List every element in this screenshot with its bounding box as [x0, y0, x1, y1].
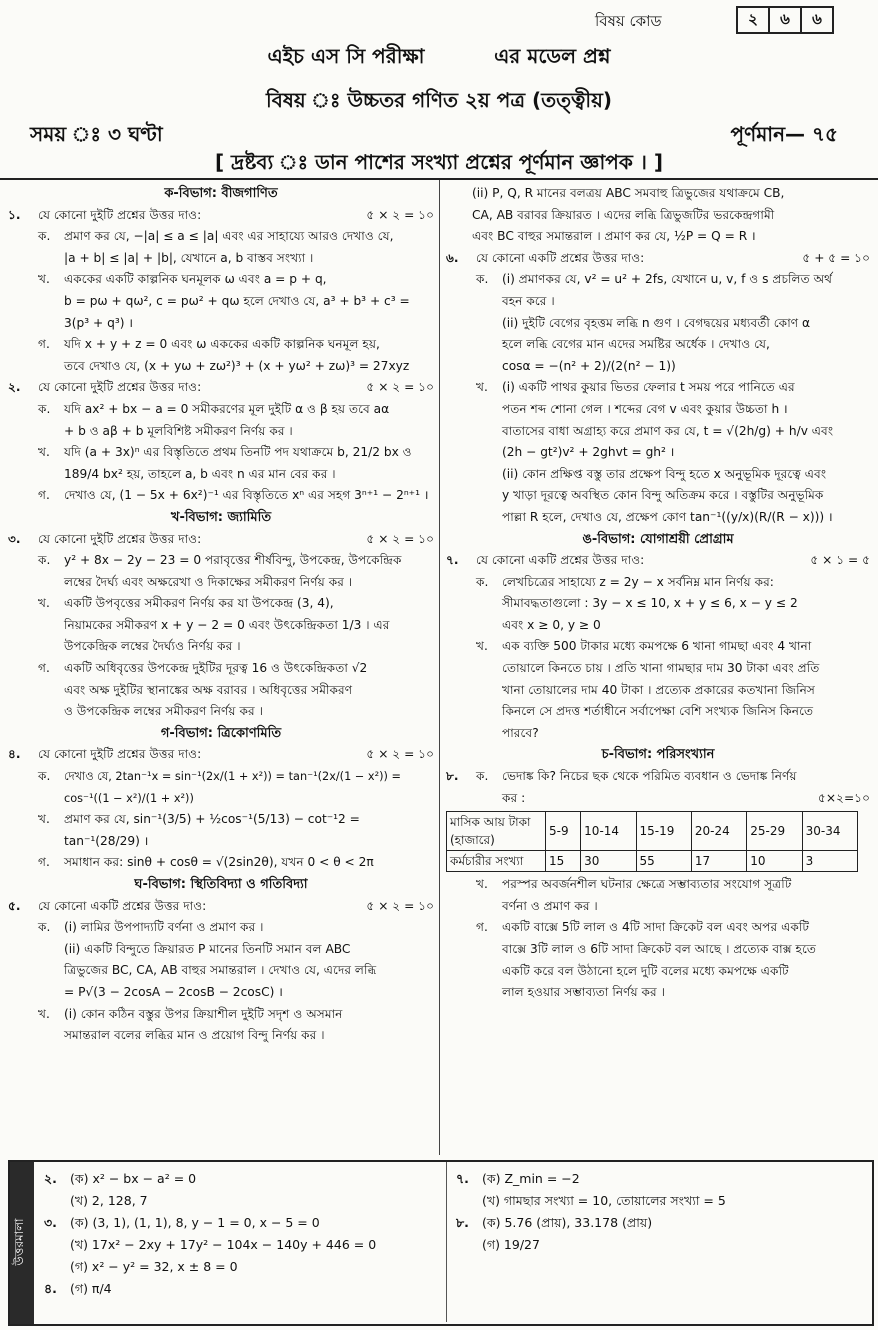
- question-text: এবং অক্ষ দুইটির স্থানাঙ্কের অক্ষ বরাবর । অধিবৃত্তের সমীকরণ: [64, 682, 353, 697]
- question-8: [446, 766, 870, 809]
- question-text: বাতাসের বাধা অগ্রাহ্য করে প্রমাণ কর যে, t = √(2h/g) + h/v এবং: [502, 423, 834, 438]
- section-heading: চ-বিভাগ: পরিসংখ্যান: [601, 747, 715, 763]
- question-text: ত্রিভুজের BC, CA, AB বাহুর সমান্তরাল । দেখাও যে, এদের লব্ধি: [64, 963, 377, 978]
- question-number: ৬.: [446, 250, 459, 265]
- question-text: একটি উপবৃত্তের সমীকরণ নির্ণয় কর যা উপকেন্দ্র (3, 4),: [64, 596, 334, 611]
- table-cell: 10: [747, 851, 802, 872]
- table-cell: 3: [802, 851, 857, 872]
- question-2: [8, 377, 434, 507]
- subject-title: বিষয় ঃ উচ্চতর গণিত ২য় পত্র (তত্ত্বীয়): [265, 88, 613, 112]
- answer-key-label: উত্তরমালা: [12, 1218, 26, 1266]
- question-instruction: যে কোনো দুইটি প্রশ্নের উত্তর দাও:: [38, 531, 202, 546]
- column-divider: [439, 180, 440, 1155]
- question-text: (ii) দুইটি বেগের বৃহত্তম লব্ধি n গুণ । বেগদ্বয়ের মধ্যবর্তী কোণ α: [502, 315, 811, 330]
- question-text: (i) লামির উপপাদ্যটি বর্ণনা ও প্রমাণ কর ।: [64, 920, 264, 935]
- table-cell: 15: [546, 851, 581, 872]
- answer-text: (গ) π/4: [70, 1281, 112, 1296]
- question-marks: ৫ × ২ = ১০: [366, 531, 434, 546]
- part-label: গ.: [38, 337, 50, 352]
- part-label: ক.: [38, 401, 51, 416]
- question-text: খানা তোয়ালের দাম 40 টাকা । প্রত্যেক প্রকারের কতখানা জিনিস: [502, 682, 815, 697]
- answer-text: (খ) 17x² − 2xy + 17y² − 104x − 140y + 446 = 0: [70, 1237, 377, 1252]
- section-heading: ক-বিভাগ: বীজগাণিত: [164, 186, 278, 201]
- question-text: নিয়ামকের সমীকরণ x + y − 2 = 0 এবং উৎকেন্দ্রিকতা 1/3 । এর: [64, 617, 390, 632]
- question-text: CA, AB বরাবর ক্রিয়ারত । এদের লব্ধি ত্রিভুজটির ভরকেন্দ্রগামী: [472, 207, 775, 222]
- table-row: [447, 851, 858, 872]
- question-text: যদি ax² + bx − a = 0 সমীকরণের মূল দুইটি α ও β হয় তবে aα: [64, 401, 390, 416]
- part-label: খ.: [476, 639, 488, 654]
- subject-code-label: বিষয় কোড: [595, 12, 662, 30]
- question-instruction: যে কোনো একটি প্রশ্নের উত্তর দাও:: [476, 553, 645, 568]
- answer-text: (ক) Z_min = −2: [482, 1171, 580, 1186]
- answer-number: ৭.: [456, 1171, 469, 1186]
- code-digit: ৬: [800, 6, 834, 34]
- part-label: ক.: [38, 920, 51, 935]
- question-text: y খাড়া দূরত্বে অবস্থিত কোন বিন্দু অতিক্রম করে । বস্তুটির অনুভূমিক: [502, 488, 824, 503]
- part-label: খ.: [38, 445, 50, 460]
- question-text: পারবে?: [502, 725, 539, 740]
- question-number: ৫.: [8, 898, 21, 913]
- answer-text: (খ) 2, 128, 7: [70, 1193, 148, 1208]
- question-text: বর্ণনা ও প্রমাণ কর ।: [502, 898, 598, 913]
- answer-number: ৪.: [44, 1281, 57, 1296]
- question-text: সমাধান কর: sinθ + cosθ = √(2sin2θ), যখন 0 < θ < 2π: [64, 855, 374, 870]
- question-marks: ৫ × ১ = ৫: [810, 553, 870, 568]
- question-text: লম্বের দৈর্ঘ্য এবং অক্ষরেখা ও দিকাক্ষের সমীকরণ নির্ণয় কর ।: [64, 574, 353, 589]
- question-text: পরস্পর অবর্জনশীল ঘটনার ক্ষেত্রে সম্ভাব্যতার সংযোগ সূত্রটি: [502, 877, 792, 892]
- question-marks: ৫ + ৫ = ১০: [802, 250, 870, 265]
- question-text: প্রমাণ কর যে, −|a| ≤ a ≤ |a| এবং এর সাহায্যে আরও দেখাও যে,: [64, 229, 394, 244]
- question-6: [446, 248, 870, 529]
- question-text: ও উপকেন্দ্রিক লম্বের সমীকরণ নির্ণয় কর ।: [64, 704, 263, 719]
- question-text: এককের একটি কাল্পনিক ঘনমূলক ω এবং a = p + q,: [64, 272, 327, 287]
- frequency-table: [446, 811, 858, 872]
- question-4: [8, 744, 434, 874]
- question-text: সমান্তরাল বলের লব্ধির মান ও প্রয়োগ বিন্দু নির্ণয় কর ।: [64, 1028, 325, 1043]
- table-cell: 30: [581, 851, 636, 872]
- question-text: (i) কোন কঠিন বস্তুর উপর ক্রিয়াশীল দুইটি সদৃশ ও অসমান: [64, 1006, 343, 1021]
- question-text: এক ব্যক্তি 500 টাকার মধ্যে কমপক্ষে 6 খানা গামছা এবং 4 খানা: [502, 639, 812, 654]
- question-text: দেখাও যে, (1 − 5x + 6x²)⁻¹ এর বিস্তৃতিতে xⁿ এর সহগ 3ⁿ⁺¹ − 2ⁿ⁺¹ ।: [64, 488, 429, 503]
- part-label: গ.: [38, 855, 50, 870]
- part-label: ক.: [38, 769, 51, 784]
- answer-text: (ক) (3, 1), (1, 1), 8, y − 1 = 0, x − 5 = 0: [70, 1215, 320, 1230]
- question-instruction: যে কোনো দুইটি প্রশ্নের উত্তর দাও:: [38, 380, 202, 395]
- question-3: [8, 529, 434, 723]
- table-cell: 30-34: [802, 812, 857, 851]
- section-heading: ঘ-বিভাগ: স্থিতিবিদ্যা ও গতিবিদ্যা: [134, 877, 308, 892]
- answer-key-box: [8, 1160, 874, 1326]
- part-label: ক.: [476, 574, 489, 589]
- part-label: ক.: [476, 272, 489, 287]
- right-column: [446, 183, 870, 1004]
- question-text: যদি (a + 3x)ⁿ এর বিস্তৃতিতে প্রথম তিনটি পদ যথাক্রমে b, 21/2 bx ও: [64, 445, 412, 460]
- table-row-header: মাসিক আয় টাকা (হাজারে): [447, 812, 546, 851]
- table-cell: 10-14: [581, 812, 636, 851]
- answer-divider: [446, 1162, 447, 1322]
- part-label: গ.: [38, 661, 50, 676]
- question-text: এবং BC বাহুর সমান্তরাল । প্রমাণ কর যে, ½P = Q = R ।: [472, 229, 756, 244]
- full-marks-label: পূর্ণমান— ৭৫: [730, 122, 838, 146]
- part-label: ক.: [476, 769, 489, 784]
- code-digit: ২: [736, 6, 770, 34]
- question-text: (ii) কোন প্রক্ষিপ্ত বস্তু তার প্রক্ষেপ বিন্দু হতে x অনুভূমিক দূরত্বে এবং: [502, 466, 827, 481]
- question-marks: ৫×২=১০: [817, 790, 870, 805]
- question-instruction: যে কোনো একটি প্রশ্নের উত্তর দাও:: [476, 250, 645, 265]
- question-text: (ii) একটি বিন্দুতে ক্রিয়ারত P মানের তিনটি সমান বল ABC: [64, 941, 351, 956]
- question-text: = P√(3 − 2cosA − 2cosB − 2cosC) ।: [64, 984, 283, 999]
- instruction-note: [ দ্রষ্টব্য ঃ ডান পাশের সংখ্যা প্রশ্নের পূর্ণমান জ্ঞাপক । ]: [214, 150, 664, 174]
- table-cell: 5-9: [546, 812, 581, 851]
- answer-text: (ক) 5.76 (প্রায়), 33.178 (প্রায়): [482, 1215, 653, 1230]
- part-label: ক.: [38, 553, 51, 568]
- question-instruction: যে কোনো দুইটি প্রশ্নের উত্তর দাও:: [38, 207, 202, 222]
- part-label: খ.: [38, 272, 50, 287]
- answer-key-sidebar: [10, 1162, 34, 1324]
- question-text: ভেদাঙ্ক কি? নিচের ছক থেকে পরিমিত ব্যবধান ও ভেদাঙ্ক নির্ণয়: [502, 769, 797, 784]
- question-marks: ৫ × ২ = ১০: [366, 207, 434, 222]
- question-text: (ii) P, Q, R মানের বলত্রয় ABC সমবাহু ত্রিভুজের যথাক্রমে CB,: [472, 186, 785, 200]
- answer-number: ৮.: [456, 1215, 469, 1230]
- question-text: কিনলে সে প্রদত্ত শর্তাধীনে সর্বাপেক্ষা বেশি সংখ্যক জিনিস কিনতে: [502, 704, 814, 719]
- question-text: (i) প্রমাণকর যে, v² = u² + 2fs, যেখানে u, v, f ও s প্রচলিত অর্থ: [502, 272, 833, 287]
- left-column: [8, 183, 434, 1047]
- question-number: ১.: [8, 207, 21, 222]
- question-marks: ৫ × ২ = ১০: [366, 898, 434, 913]
- part-label: খ.: [38, 812, 50, 827]
- code-digit: ৬: [768, 6, 802, 34]
- question-text: তোয়ালে কিনতে চায় । প্রতি খানা গামছার দাম 30 টাকা এবং প্রতি: [502, 661, 820, 676]
- question-text: পতন শব্দ শোনা গেল । শব্দের বেগ v এবং কুয়ার উচ্চতা h ।: [502, 401, 788, 416]
- section-heading: ঙ-বিভাগ: যোগাশ্রয়ী প্রোগ্রাম: [582, 531, 734, 547]
- question-text: b = pω + qω², c = pω² + qω হলে দেখাও যে, a³ + b³ + c³ = 3(p³ + q³) ।: [64, 293, 410, 330]
- answer-number: ৩.: [44, 1215, 57, 1230]
- question-5: [8, 896, 434, 1047]
- question-text: (2h − gt²)v² + 2ghvt = gh² ।: [502, 445, 675, 460]
- table-cell: 55: [636, 851, 691, 872]
- answer-column-left: [44, 1168, 440, 1300]
- question-number: ৭.: [446, 553, 459, 568]
- question-text: |a + b| ≤ |a| + |b|, যেখানে a, b বাস্তব সংখ্যা ।: [64, 250, 314, 265]
- question-text: দেখাও যে, 2tan⁻¹x = sin⁻¹(2x/(1 + x²)) = tan⁻¹(2x/(1 − x²)) = cos⁻¹((1 − x²)/(1 + x²)): [64, 770, 402, 805]
- question-text: y² + 8x − 2y − 23 = 0 পরাবৃত্তের শীর্ষবিন্দু, উপকেন্দ্র, উপকেন্দ্রিক: [64, 553, 402, 568]
- part-label: খ.: [38, 596, 50, 611]
- time-label: সময় ঃ ৩ ঘণ্টা: [30, 122, 163, 146]
- answer-text: (গ) 19/27: [482, 1237, 540, 1252]
- answer-text: (ক) x² − bx − a² = 0: [70, 1171, 197, 1186]
- question-text: উপকেন্দ্রিক লম্বের দৈর্ঘ্যও নির্ণয় কর ।: [64, 639, 241, 654]
- question-7: [446, 550, 870, 744]
- question-text: লাল হওয়ার সম্ভাব্যতা নির্ণয় কর ।: [502, 985, 665, 1000]
- question-text: এবং x ≥ 0, y ≥ 0: [502, 617, 601, 632]
- question-text: একটি বাক্সে 5টি লাল ও 4টি সাদা ক্রিকেট বল এবং অপর একটি: [502, 920, 810, 935]
- question-text: cosα = −(n² + 2)/(2(n² − 1)): [502, 358, 676, 373]
- question-marks: ৫ × ২ = ১০: [366, 747, 434, 762]
- table-cell: 20-24: [691, 812, 746, 851]
- question-text: (i) একটি পাথর কুয়ার ভিতর ফেলার t সময় পরে পানিতে এর: [502, 380, 795, 395]
- answer-text: (গ) x² − y² = 32, x ± 8 = 0: [70, 1259, 238, 1274]
- question-8-rest: [446, 874, 870, 1004]
- question-text: কর :: [502, 790, 526, 805]
- question-number: ৮.: [446, 769, 459, 784]
- subject-code-boxes: [738, 6, 834, 34]
- question-text: বহন করে ।: [502, 293, 555, 308]
- question-text: একটি অধিবৃত্তের উপকেন্দ্র দুইটির দূরত্ব 16 ও উৎকেন্দ্রিকতা √2: [64, 661, 368, 676]
- part-label: গ.: [38, 488, 50, 503]
- section-heading: খ-বিভাগ: জ্যামিতি: [170, 509, 272, 525]
- part-label: ক.: [38, 229, 51, 244]
- question-text: একটি করে বল উঠানো হলে দুটি বলের মধ্যে কমপক্ষে একটি: [502, 963, 789, 978]
- question-1: [8, 205, 434, 378]
- question-instruction: যে কোনো দুইটি প্রশ্নের উত্তর দাও:: [38, 747, 202, 762]
- table-row-header: কর্মচারীর সংখ্যা: [447, 851, 546, 872]
- part-label: খ.: [38, 1006, 50, 1021]
- question-number: ৩.: [8, 531, 21, 546]
- question-text: সীমাবদ্ধতাগুলো : 3y − x ≤ 10, x + y ≤ 6, x − y ≤ 2: [502, 596, 798, 611]
- part-label: গ.: [476, 920, 488, 935]
- part-label: খ.: [476, 877, 488, 892]
- exam-title: এইচ এস সি পরীক্ষা এর মডেল প্রশ্ন: [267, 44, 611, 68]
- question-number: ৪.: [8, 747, 21, 762]
- section-heading: গ-বিভাগ: ত্রিকোণমিতি: [160, 725, 282, 741]
- question-text: পাল্লা R হলে, দেখাও যে, প্রক্ষেপ কোণ tan⁻¹((y/x)(R/(R − x))) ।: [502, 509, 833, 524]
- table-cell: 25-29: [747, 812, 802, 851]
- question-text: হলে লব্ধি বেগের মান এদের সমষ্টির অর্ধেক । দেখাও যে,: [502, 337, 770, 352]
- table-cell: 15-19: [636, 812, 691, 851]
- question-text: বাক্সে 3টি লাল ও 6টি সাদা ক্রিকেট বল আছে । প্রত্যেক বাক্স হতে: [502, 942, 816, 956]
- answer-number: ২.: [44, 1171, 57, 1186]
- table-row: [447, 812, 858, 851]
- question-text: তবে দেখাও যে, (x + yω + zω²)³ + (x + yω² + zω)³ = 27xyz: [64, 358, 410, 373]
- question-text: + b ও aβ + b মূলবিশিষ্ট সমীকরণ নির্ণয় কর ।: [64, 423, 293, 438]
- question-text: প্রমাণ কর যে, sin⁻¹(3/5) + ½cos⁻¹(5/13) − cot⁻¹2 = tan⁻¹(28/29) ।: [64, 812, 360, 848]
- question-instruction: যে কোনো একটি প্রশ্নের উত্তর দাও:: [38, 898, 207, 913]
- question-marks: ৫ × ২ = ১০: [366, 380, 434, 395]
- part-label: খ.: [476, 380, 488, 395]
- answer-column-right: [456, 1168, 856, 1256]
- question-text: 189/4 bx² হয়, তাহলে a, b এবং n এর মান বের কর ।: [64, 466, 336, 481]
- answer-text: (খ) গামছার সংখ্যা = 10, তোয়ালের সংখ্যা = 5: [482, 1193, 726, 1208]
- question-number: ২.: [8, 380, 21, 395]
- question-text: যদি x + y + z = 0 এবং ω এককের একটি কাল্পনিক ঘনমূল হয়,: [64, 337, 380, 352]
- table-cell: 17: [691, 851, 746, 872]
- question-text: লেখচিত্রের সাহায্যে z = 2y − x সর্বনিম্ন মান নির্ণয় কর:: [502, 574, 774, 589]
